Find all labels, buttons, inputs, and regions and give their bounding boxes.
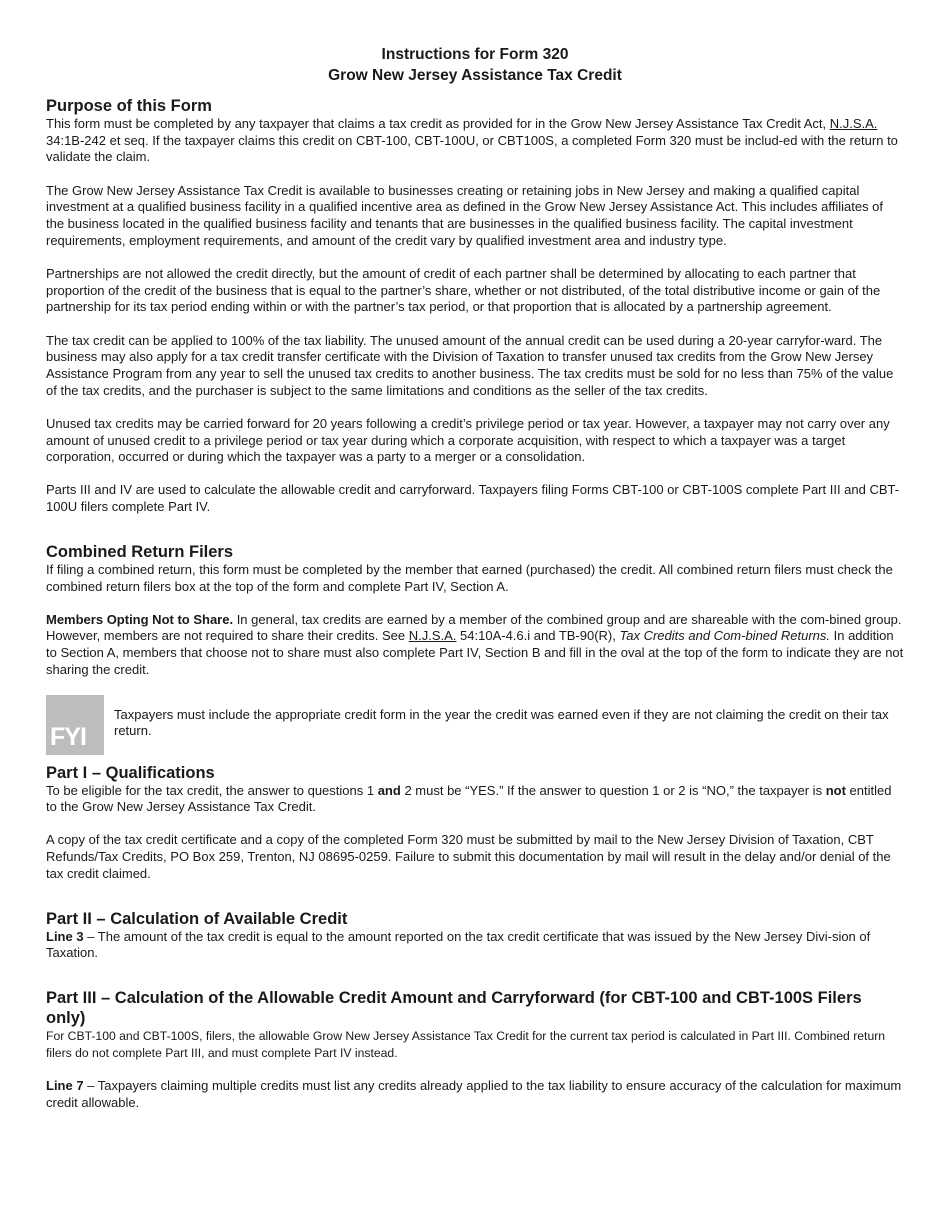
purpose-paragraph-5: Unused tax credits may be carried forward for 20 years following a credit’s privilege period or tax year. However, a taxpayer may not carry over any amount of unused credit to a privilege period or tax year during which a corporate acquisition, with respect to which a taxpayer was a target corporation, occurred or during which the taxpayer was a party to a merger or a consolidation. <box>46 415 890 465</box>
part3-line7: Line 7 – Taxpayers claiming multiple credits must list any credits already applied to the tax liability to ensure accuracy of the calculation for maximum credit allowable. <box>46 1077 902 1110</box>
purpose-paragraph-6: Parts III and IV are used to calculate the allowable credit and carryforward. Taxpayers filing Forms CBT-100 or CBT-100S complete Part III and CBT-100U filers complete Part IV. <box>46 482 900 515</box>
fyi-text: Taxpayers must include the appropriate credit form in the year the credit was earned even if they are not claiming the credit on their tax return. <box>114 706 889 739</box>
part3-paragraph-1: For CBT-100 and CBT-100S, filers, the allowable Grow New Jersey Assistance Tax Credit for the current tax period is calculated in Part III. Combined return filers do not complete Part III, and must complete Part IV instead. <box>46 1029 886 1060</box>
purpose-paragraph-2: The Grow New Jersey Assistance Tax Credit is available to businesses creating or retaining jobs in New Jersey and making a qualified capital investment at a qualified business facility in a qualified incentive area as defined in the Grow New Jersey Assistance Act. This includes affiliates of the business located in the qualified business facility and tenants that are businesses in the qualified business facility. The capital investment requirements, employment requirements, and amount of the credit vary by qualified investment area and industry type. <box>46 182 884 248</box>
page-title: Instructions for Form 320 <box>381 46 569 63</box>
njsa-citation: N.J.S.A. <box>408 628 457 644</box>
purpose-paragraph-1: This form must be completed by any taxpayer that claims a tax credit as provided for in the Grow New Jersey Assistance Tax Credit Act, N.J.S.A. 34:1B-242 et seq. If the taxpayer claims this credit on CBT-100, CBT-100U, or CBT100S, a completed Form 320 must be includ-ed with the return to validate the claim. <box>46 116 898 165</box>
part3-heading: Part III – Calculation of the Allowable Credit Amount and Carryforward (for CBT-100 and CBT-100S Filers only) <box>46 989 862 1027</box>
purpose-heading: Purpose of this Form <box>46 97 212 115</box>
part1-paragraph-2: A copy of the tax credit certificate and a copy of the completed Form 320 must be submitted by mail to the New Jersey Division of Taxation, CBT Refunds/Tax Credits, PO Box 259, Trenton, NJ 08695-0259. Failure to submit this documentation by mail will result in the delay and/or denial of the tax credit claimed. <box>46 832 891 881</box>
part1-paragraph-1: To be eligible for the tax credit, the answer to questions 1 and 2 must be “YES.” If the answer to question 1 or 2 is “NO,” the taxpayer is not entitled to the Grow New Jersey Assistance Tax Credit. <box>46 782 892 815</box>
combined-heading: Combined Return Filers <box>46 542 234 561</box>
njsa-citation: N.J.S.A. <box>829 116 878 131</box>
page-subtitle: Grow New Jersey Assistance Tax Credit <box>328 67 622 84</box>
part2-heading: Part II – Calculation of Available Credit <box>46 909 348 928</box>
combined-paragraph-1: If filing a combined return, this form must be completed by the member that earned (purchased) the credit. All combined return filers must check the combined return filers box at the top of the form and complete Part IV, Section A. <box>46 561 893 594</box>
combined-paragraph-2: Members Opting Not to Share. In general, tax credits are earned by a member of the combined group and are shareable with the com-bined group. However, members are not required to share their credits. See N.J.S.A. 54:10A-4.6.i and TB-90(R), Tax Credits and Com-bined Returns. In addition to Section A, members that choose not to share must also complete Part IV, Section B and fill in the oval at the top of the form to indicate they are not sharing the credit. <box>46 611 904 677</box>
fyi-note <box>46 695 904 755</box>
purpose-paragraph-4: The tax credit can be applied to 100% of the tax liability. The unused amount of the annual credit can be used during a 20-year carryfor-ward. The business may also apply for a tax credit transfer certificate with the Division of Taxation to transfer unused tax credits from the Grow New Jersey Assistance Program from any year to sell the unused tax credits to another business. The tax credits must be sold for no less than 75% of the value of the tax credits, and the purchaser is subject to the same limitations and conditions as the seller of the tax credits. <box>46 332 894 398</box>
purpose-paragraph-3: Partnerships are not allowed the credit directly, but the amount of credit of each partner shall be determined by allocating to each partner that proportion of the credit of the business that is equal to the partner’s share, whether or not distributed, of the total distributive income or gain of the partnership for its tax period ending within or with the partner’s tax period, or that proportion that is allocated by a partnership agreement. <box>46 265 881 315</box>
part2-line3: Line 3 – The amount of the tax credit is equal to the amount reported on the tax credit certificate that was issued by the New Jersey Divi-sion of Taxation. <box>46 928 871 961</box>
fyi-icon: FYI <box>46 695 104 755</box>
part1-heading: Part I – Qualifications <box>46 763 215 782</box>
instructions-page <box>46 44 904 1111</box>
